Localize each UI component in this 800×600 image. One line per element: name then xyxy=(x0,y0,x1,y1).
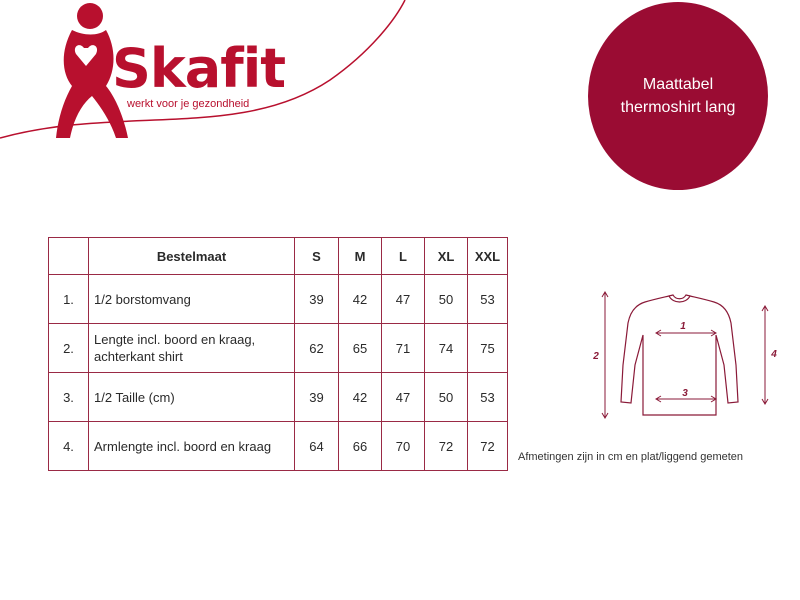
table-header-row xyxy=(49,238,508,275)
cell-xl: 50 xyxy=(425,275,468,324)
cell-l: 70 xyxy=(382,422,425,471)
cell-xl: 72 xyxy=(425,422,468,471)
shirt-outline-icon xyxy=(621,295,738,415)
cell-m: 66 xyxy=(339,422,382,471)
title-circle xyxy=(588,2,768,190)
cell-l: 71 xyxy=(382,324,425,373)
cell-xxl: 75 xyxy=(468,324,508,373)
shirt-measurement-diagram xyxy=(585,285,785,430)
size-table xyxy=(48,237,508,471)
header-size-s: S xyxy=(295,238,339,275)
row-label: 1/2 borstomvang xyxy=(89,275,295,324)
row-label: Armlengte incl. boord en kraag xyxy=(89,422,295,471)
cell-m: 42 xyxy=(339,373,382,422)
marker-2: 2 xyxy=(593,351,599,362)
cell-xl: 74 xyxy=(425,324,468,373)
table-row xyxy=(49,373,508,422)
marker-1: 1 xyxy=(680,321,686,332)
marker-4: 4 xyxy=(771,349,777,360)
row-number: 1. xyxy=(49,275,89,324)
row-label: Lengte incl. boord en kraag, achterkant shirt xyxy=(89,324,295,373)
table-row xyxy=(49,422,508,471)
header-size-l: L xyxy=(382,238,425,275)
cell-m: 42 xyxy=(339,275,382,324)
header-bestelmaat: Bestelmaat xyxy=(89,238,295,275)
cell-m: 65 xyxy=(339,324,382,373)
title-line-1: Maattabel xyxy=(642,76,714,93)
measurement-note: Afmetingen zijn in cm en plat/liggend gemeten xyxy=(518,451,744,463)
brand-name: Skafit xyxy=(112,37,286,100)
brand-logo xyxy=(0,0,420,150)
cell-l: 47 xyxy=(382,275,425,324)
cell-l: 47 xyxy=(382,373,425,422)
marker-3: 3 xyxy=(682,388,688,399)
cell-xxl: 53 xyxy=(468,275,508,324)
table-row xyxy=(49,324,508,373)
cell-s: 39 xyxy=(295,275,339,324)
row-number: 4. xyxy=(49,422,89,471)
table-row xyxy=(49,275,508,324)
measurement-arrows xyxy=(602,292,768,418)
cell-xxl: 53 xyxy=(468,373,508,422)
cell-s: 39 xyxy=(295,373,339,422)
header-size-xxl: XXL xyxy=(468,238,508,275)
row-number: 2. xyxy=(49,324,89,373)
cell-s: 64 xyxy=(295,422,339,471)
title-line-2: thermoshirt lang xyxy=(620,99,736,116)
row-label: 1/2 Taille (cm) xyxy=(89,373,295,422)
brand-tagline: werkt voor je gezondheid xyxy=(127,98,250,110)
header-size-xl: XL xyxy=(425,238,468,275)
header-size-m: M xyxy=(339,238,382,275)
cell-s: 62 xyxy=(295,324,339,373)
row-number: 3. xyxy=(49,373,89,422)
cell-xxl: 72 xyxy=(468,422,508,471)
cell-xl: 50 xyxy=(425,373,468,422)
header-num xyxy=(49,238,89,275)
